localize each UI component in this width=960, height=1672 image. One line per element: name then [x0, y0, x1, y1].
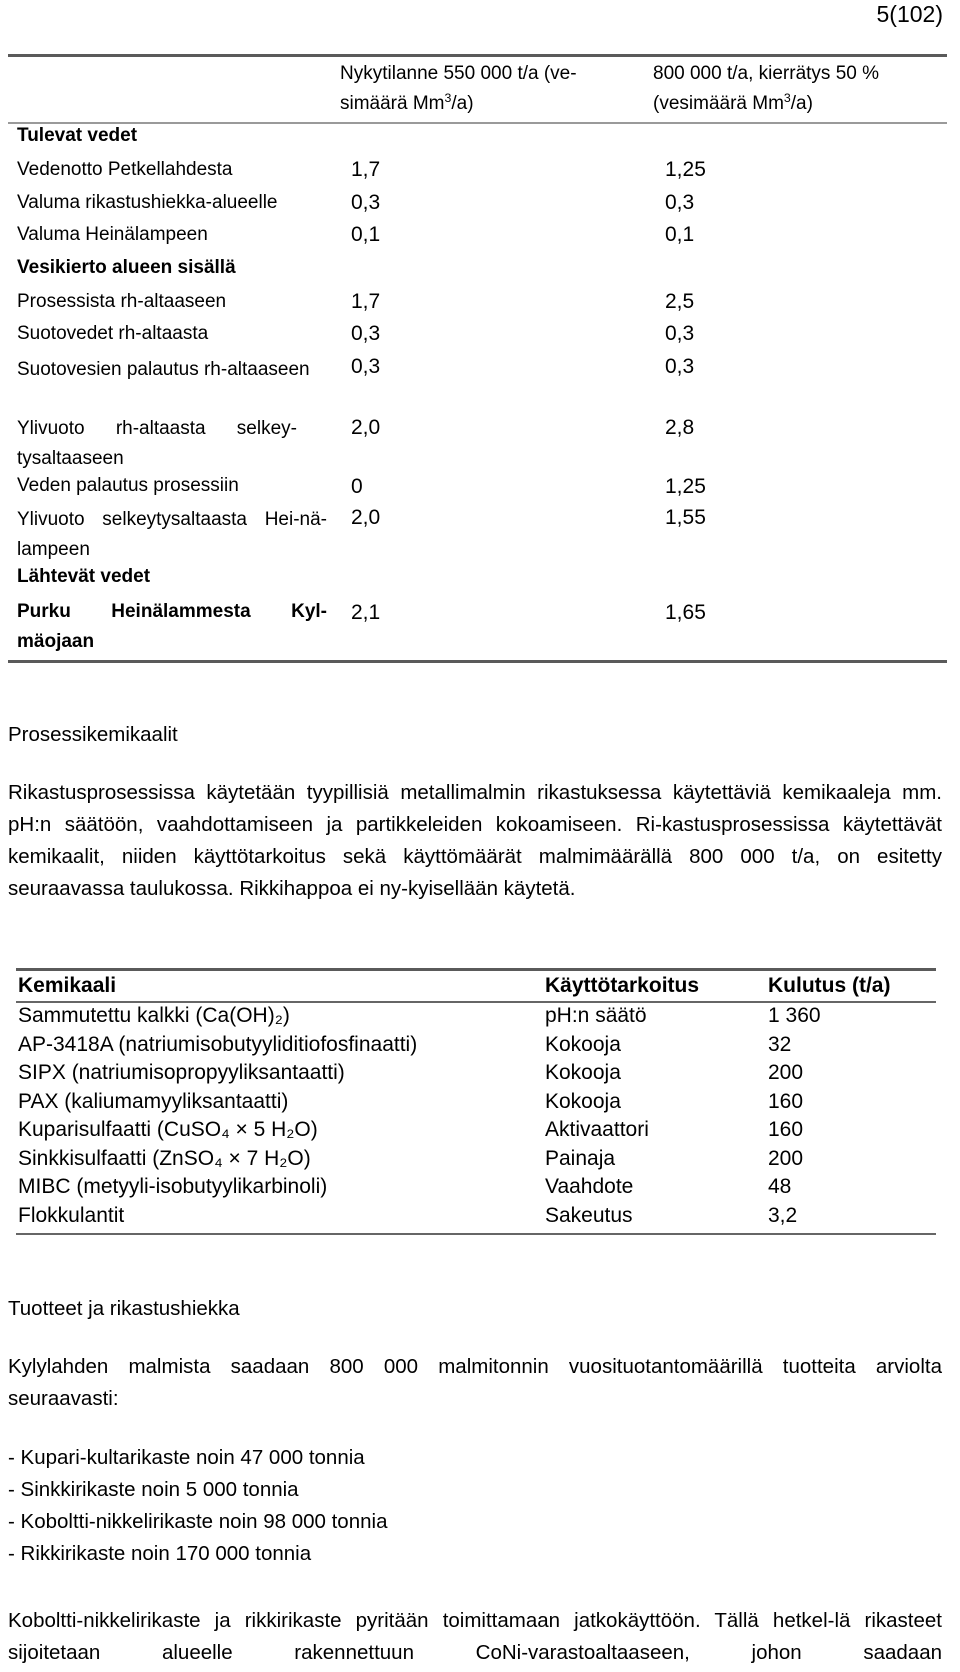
table-row [18, 1033, 938, 1061]
paragraph: Kylylahden malmista saadaan 800 000 malmitonnin vuosituotantomäärillä tuotteita arviolta seuraavasti: [8, 1355, 942, 1410]
value-current: 0,3 [351, 322, 381, 345]
table-bottom-rule [16, 1233, 936, 1235]
chemical-name: MIBC (metyyli-isobutyylikarbinoli) [18, 1175, 328, 1198]
value-future: 1,65 [665, 601, 706, 624]
row-label: Valuma rikastushiekka-alueelle [17, 192, 278, 213]
table-bottom-rule [8, 660, 947, 663]
value-future: 0,1 [665, 223, 695, 246]
chemical-use: pH:n säätö [545, 1004, 647, 1027]
header-line: simäärä Mm$^3$/a) [340, 91, 474, 114]
value-future: 2,5 [665, 290, 695, 313]
list-item: - Rikkirikaste noin 170 000 tonnia [8, 1542, 312, 1565]
value-current: 1,7 [351, 158, 381, 181]
row-label: Veden palautus prosessiin [17, 475, 239, 496]
value-current: 2,1 [351, 601, 381, 624]
table-top-rule [16, 968, 936, 971]
value-future: 0,3 [665, 355, 695, 378]
section-label-incoming: Tulevat vedet [17, 125, 138, 146]
table-row [18, 1175, 938, 1203]
chemical-use: Aktivaattori [545, 1118, 649, 1141]
value-future: 2,8 [665, 416, 695, 439]
chemical-amount: 160 [768, 1089, 804, 1113]
table-row [18, 1147, 938, 1175]
row-label: Prosessista rh-altaaseen [17, 291, 227, 312]
page-number: 5(102) [876, 1, 943, 27]
column-header: Kemikaali [18, 974, 117, 997]
column-header-current [340, 62, 577, 116]
value-current: 2,0 [351, 416, 381, 439]
table-row [18, 1004, 938, 1032]
list-item: - Koboltti-nikkelirikaste noin 98 000 tonnia [8, 1510, 388, 1533]
table-row [18, 1118, 938, 1146]
section-label-internal: Vesikierto alueen sisällä [17, 257, 236, 278]
chemical-amount: 32 [768, 1032, 792, 1056]
table-header-row [18, 974, 938, 1002]
row-label: Suotovedet rh-altaasta [17, 323, 209, 344]
chemical-amount: 200 [768, 1061, 804, 1084]
row-label: Purku Heinälammesta Kyl-mäojaan [17, 601, 327, 652]
header-line: Nykytilanne 550 000 t/a (ve- [340, 63, 577, 84]
row-label: Suotovesien palautus rh-altaaseen [17, 359, 310, 380]
chemical-name: Sinkkisulfaatti (ZnSO₄ × 7 H₂O) [18, 1146, 311, 1170]
paragraph: Koboltti-nikkelirikaste ja rikkirikaste pyritään toimittamaan jatkokäyttöön. Tällä hetkel-lä rikasteet sijoitetaan alueelle rakennettuun CoNi-varastoaltaaseen, johon saadaan [8, 1609, 942, 1664]
header-rule [16, 1001, 936, 1003]
chemical-use: Kokooja [545, 1061, 621, 1084]
chemical-use: Painaja [545, 1146, 616, 1170]
table-row [18, 1090, 938, 1118]
list-item: - Sinkkirikaste noin 5 000 tonnia [8, 1478, 299, 1501]
row-label: Ylivuoto rh-altaasta selkey-tysaltaaseen [17, 418, 297, 469]
chemical-amount: 3,2 [768, 1203, 798, 1227]
table-row [18, 1204, 938, 1232]
chemical-use: Kokooja [545, 1032, 621, 1056]
value-current: 0,3 [351, 355, 381, 378]
chemical-name: AP-3418A (natriumisobutyyliditiofosfinaatti) [18, 1032, 418, 1056]
list-item: - Kupari-kultarikaste noin 47 000 tonnia [8, 1446, 365, 1469]
chemical-use: Sakeutus [545, 1203, 633, 1227]
table-row [18, 1061, 938, 1089]
chemical-name: Sammutettu kalkki (Ca(OH)₂) [18, 1004, 290, 1027]
value-current: 0 [351, 475, 363, 498]
chemical-use: Vaahdote [545, 1175, 634, 1198]
table-top-rule [8, 54, 947, 57]
section-heading: Prosessikemikaalit [8, 723, 178, 746]
value-future: 0,3 [665, 191, 695, 214]
row-label: Vedenotto Petkellahdesta [17, 159, 233, 180]
chemical-amount: 200 [768, 1146, 804, 1170]
chemical-name: Kuparisulfaatti (CuSO₄ × 5 H₂O) [18, 1118, 318, 1141]
value-current: 0,3 [351, 191, 381, 214]
value-future: 0,3 [665, 322, 695, 345]
chemical-amount: 48 [768, 1175, 792, 1198]
value-future: 1,55 [665, 506, 706, 529]
column-header: Käyttötarkoitus [545, 974, 700, 997]
chemical-name: PAX (kaliumamyyliksantaatti) [18, 1089, 289, 1113]
value-current: 2,0 [351, 506, 381, 529]
chemical-name: SIPX (natriumisopropyyliksantaatti) [18, 1061, 345, 1084]
row-label: Ylivuoto selkeytysaltaasta Hei-nä-lampeen [17, 509, 327, 560]
paragraph: Rikastusprosessissa käytetään tyypillisiä metallimalmin rikastuksessa käytettäviä kemikaaleja mm. pH:n säätöön, vaahdottamiseen ja partikkeleiden kokoamiseen. Ri-kastusprosessissa käytettävät kemikaalit, niiden käyttötarkoitus sekä käyttömäärät malmimäärällä 800 000 t/a, on esitetty seuraavassa taulukossa. Rikkihappoa ei ny-kyisellään käytetä. [8, 781, 942, 900]
chemical-amount: 160 [768, 1118, 804, 1141]
value-current: 1,7 [351, 290, 381, 313]
section-label-outgoing: Lähtevät vedet [17, 566, 151, 587]
header-rule [8, 122, 947, 124]
value-future: 1,25 [665, 158, 706, 181]
chemical-use: Kokooja [545, 1089, 621, 1113]
chemical-amount: 1 360 [768, 1004, 821, 1027]
column-header-future [653, 62, 879, 116]
column-header: Kulutus (t/a) [768, 974, 891, 997]
section-heading: Tuotteet ja rikastushiekka [8, 1297, 240, 1320]
chemical-name: Flokkulantit [18, 1203, 125, 1227]
row-label: Valuma Heinälampeen [17, 224, 208, 245]
header-line: (vesimäärä Mm$^3$/a) [653, 91, 813, 114]
header-line: 800 000 t/a, kierrätys 50 % [653, 63, 880, 84]
value-future: 1,25 [665, 475, 706, 498]
value-current: 0,1 [351, 223, 381, 246]
